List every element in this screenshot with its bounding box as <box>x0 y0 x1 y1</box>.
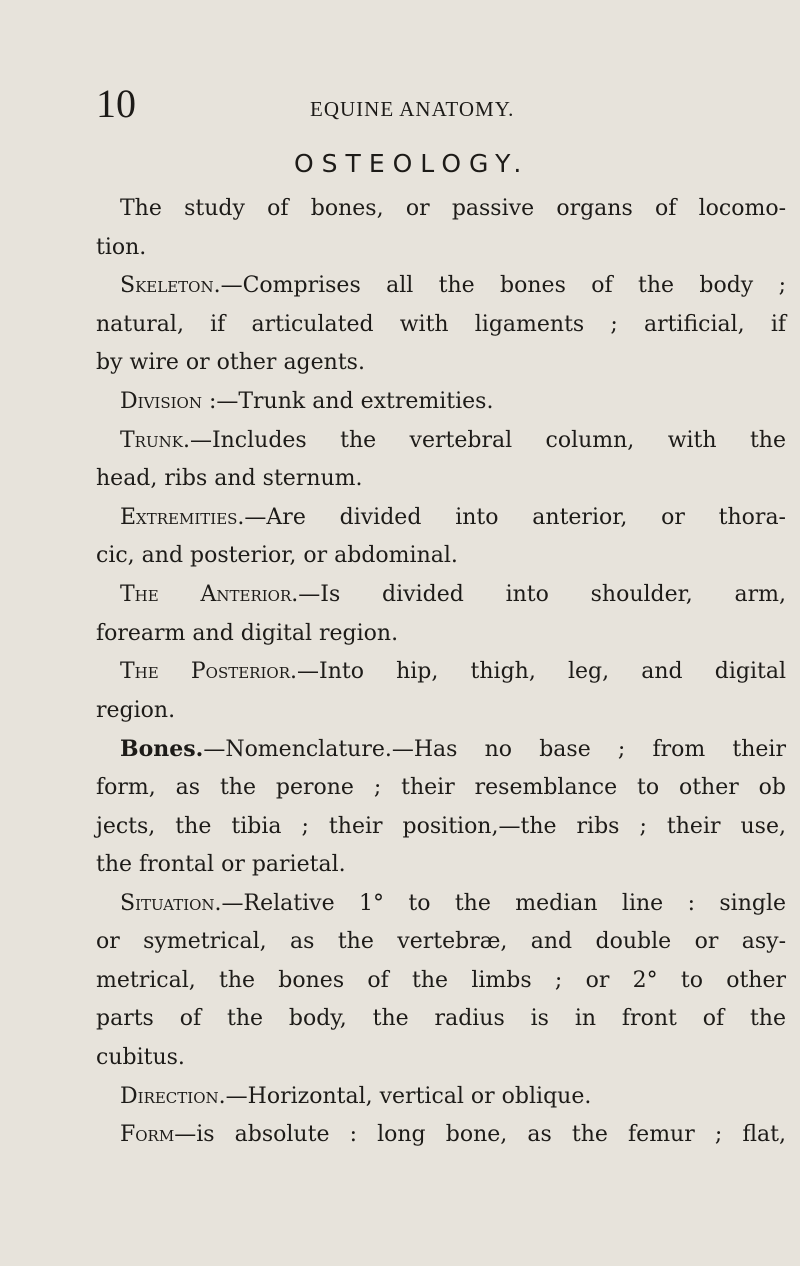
paragraph-heading: The Anterior. <box>120 581 299 607</box>
line-text: —Horizontal, vertical or oblique. <box>225 1083 592 1109</box>
text-line <box>96 460 786 499</box>
line-text: jects, the tibia ; their position,—the ribs ; their use, <box>96 813 786 839</box>
line-text: tion. <box>96 234 147 260</box>
text-line <box>96 1116 786 1155</box>
text-line <box>96 846 786 885</box>
text-line <box>96 1039 786 1078</box>
text-line <box>96 692 786 731</box>
text-line <box>96 808 786 847</box>
line-text: form, as the perone ; their resemblance to other ob <box>96 774 786 800</box>
line-text: natural, if articulated with ligaments ; artificial, if <box>96 311 786 337</box>
text-line <box>96 267 786 306</box>
section-title: OSTEOLOGY. <box>294 149 530 178</box>
line-text: —Are divided into anterior, or thora- <box>244 504 786 530</box>
paragraph-heading: The Posterior. <box>120 659 297 685</box>
text-line <box>96 615 786 654</box>
paragraph-heading: Direction. <box>120 1083 226 1109</box>
body-text <box>96 190 786 1155</box>
text-line <box>96 730 786 769</box>
line-text: —is absolute : long bone, as the femur ; flat, <box>174 1122 786 1148</box>
paragraph-heading: Bones. <box>120 736 204 763</box>
text-line <box>96 344 786 383</box>
line-text: —Comprises all the bones of the body ; <box>220 273 786 299</box>
line-text: head, ribs and sternum. <box>96 466 363 492</box>
line-text: by wire or other agents. <box>96 350 365 376</box>
text-line <box>96 190 786 229</box>
line-text: —Is divided into shoulder, arm, <box>298 581 787 607</box>
text-line <box>96 576 786 615</box>
text-line <box>96 653 786 692</box>
text-line <box>96 769 786 808</box>
line-text: —Relative 1° to the median line : single <box>221 890 786 916</box>
paragraph-heading: Situation. <box>120 890 222 916</box>
text-line <box>96 306 786 345</box>
text-line <box>96 885 786 924</box>
paragraph-heading: Extremities. <box>120 504 245 530</box>
line-text: the frontal or parietal. <box>96 852 346 878</box>
text-line <box>96 229 786 268</box>
paragraph-heading: Trunk. <box>120 427 190 453</box>
line-text: —Nomenclature.—Has no base ; from their <box>203 737 786 763</box>
paragraph-heading: Skeleton. <box>120 273 221 299</box>
line-text: or symetrical, as the vertebræ, and double or asy- <box>96 929 786 955</box>
line-text: :—Trunk and extremities. <box>201 388 494 414</box>
line-text: cic, and posterior, or abdominal. <box>96 543 458 569</box>
paragraph-heading: Division <box>120 388 202 414</box>
line-text: forearm and digital region. <box>96 620 399 646</box>
running-title: EQUINE ANATOMY. <box>310 97 515 121</box>
text-line <box>96 1000 786 1039</box>
line-text: —Into hip, thigh, leg, and digital <box>297 659 786 685</box>
text-line <box>96 537 786 576</box>
line-text: cubitus. <box>96 1045 185 1071</box>
text-line <box>96 422 786 461</box>
page-number: 10 <box>96 81 136 126</box>
text-line <box>96 1078 786 1117</box>
paragraph-heading: Form <box>120 1122 175 1148</box>
line-text: The study of bones, or passive organs of locomo- <box>120 196 786 221</box>
text-line <box>96 383 786 422</box>
text-line <box>96 962 786 1001</box>
text-line <box>96 923 786 962</box>
line-text: parts of the body, the radius is in front of the <box>96 1006 786 1032</box>
line-text: metrical, the bones of the limbs ; or 2° to other <box>96 967 786 993</box>
line-text: region. <box>96 697 176 723</box>
line-text: —Includes the vertebral column, with the <box>189 427 786 453</box>
text-line <box>96 499 786 538</box>
